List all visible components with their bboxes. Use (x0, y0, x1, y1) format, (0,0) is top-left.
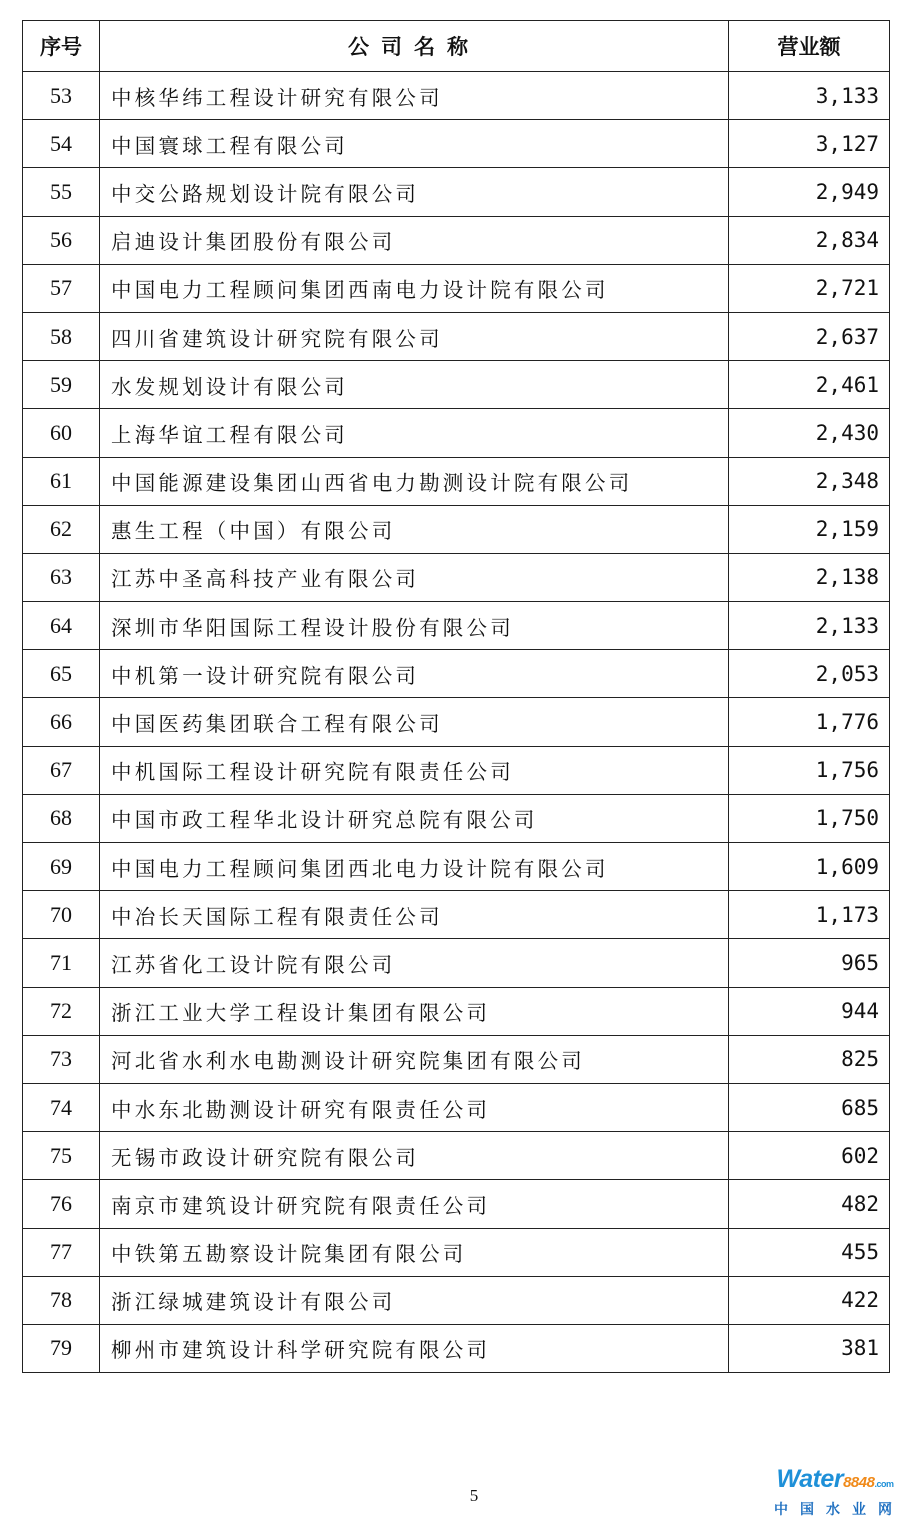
row-company-name: 中国电力工程顾问集团西南电力设计院有限公司 (100, 264, 729, 312)
watermark-logo-number: 8848 (843, 1474, 875, 1491)
row-company-name: 中水东北勘测设计研究有限责任公司 (100, 1083, 729, 1131)
row-company-name: 河北省水利水电勘测设计研究院集团有限公司 (100, 1035, 729, 1083)
table-row (23, 602, 890, 650)
row-index: 78 (23, 1276, 100, 1324)
table-row (23, 1132, 890, 1180)
row-revenue: 422 (729, 1276, 890, 1324)
table-row (23, 264, 890, 312)
watermark-logo-suffix: .com (874, 1479, 894, 1489)
row-company-name: 中国医药集团联合工程有限公司 (100, 698, 729, 746)
row-index: 70 (23, 891, 100, 939)
row-revenue: 1,173 (729, 891, 890, 939)
row-index: 53 (23, 72, 100, 120)
row-revenue: 2,053 (729, 650, 890, 698)
revenue-table-container (22, 20, 889, 1373)
page-number: 5 (469, 1486, 479, 1505)
row-index: 79 (23, 1324, 100, 1372)
table-row (23, 361, 890, 409)
row-company-name: 中铁第五勘察设计院集团有限公司 (100, 1228, 729, 1276)
row-company-name: 中国电力工程顾问集团西北电力设计院有限公司 (100, 843, 729, 891)
row-revenue: 2,159 (729, 505, 890, 553)
row-index: 60 (23, 409, 100, 457)
row-revenue: 2,637 (729, 312, 890, 360)
row-company-name: 柳州市建筑设计科学研究院有限公司 (100, 1324, 729, 1372)
table-row (23, 987, 890, 1035)
table-row (23, 312, 890, 360)
row-revenue: 1,756 (729, 746, 890, 794)
row-index: 54 (23, 120, 100, 168)
table-row (23, 1083, 890, 1131)
table-row (23, 120, 890, 168)
row-index: 71 (23, 939, 100, 987)
row-revenue: 2,138 (729, 553, 890, 601)
row-company-name: 中机第一设计研究院有限公司 (100, 650, 729, 698)
header-company-name: 公司名称 (100, 21, 729, 72)
row-company-name: 无锡市政设计研究院有限公司 (100, 1132, 729, 1180)
row-company-name: 中机国际工程设计研究院有限责任公司 (100, 746, 729, 794)
watermark-subtitle: 中国水业网 (774, 1502, 904, 1518)
row-index: 67 (23, 746, 100, 794)
row-company-name: 深圳市华阳国际工程设计股份有限公司 (100, 602, 729, 650)
table-row (23, 794, 890, 842)
row-revenue: 2,461 (729, 361, 890, 409)
row-revenue: 2,834 (729, 216, 890, 264)
table-row (23, 457, 890, 505)
row-company-name: 江苏省化工设计院有限公司 (100, 939, 729, 987)
row-revenue: 2,949 (729, 168, 890, 216)
row-revenue: 825 (729, 1035, 890, 1083)
row-company-name: 中交公路规划设计院有限公司 (100, 168, 729, 216)
row-index: 66 (23, 698, 100, 746)
table-row (23, 505, 890, 553)
table-row (23, 843, 890, 891)
row-index: 63 (23, 553, 100, 601)
row-index: 56 (23, 216, 100, 264)
row-company-name: 启迪设计集团股份有限公司 (100, 216, 729, 264)
row-company-name: 中国能源建设集团山西省电力勘测设计院有限公司 (100, 457, 729, 505)
table-header-row (23, 21, 890, 72)
row-index: 73 (23, 1035, 100, 1083)
row-company-name: 中核华纬工程设计研究有限公司 (100, 72, 729, 120)
watermark-logo-mark (766, 1466, 904, 1497)
row-revenue: 1,750 (729, 794, 890, 842)
row-index: 58 (23, 312, 100, 360)
row-revenue: 602 (729, 1132, 890, 1180)
watermark-logo-word: Water (776, 1465, 844, 1493)
row-revenue: 1,609 (729, 843, 890, 891)
table-row (23, 72, 890, 120)
row-company-name: 惠生工程（中国）有限公司 (100, 505, 729, 553)
row-revenue: 2,721 (729, 264, 890, 312)
row-revenue: 381 (729, 1324, 890, 1372)
table-row (23, 939, 890, 987)
row-index: 62 (23, 505, 100, 553)
table-row (23, 1035, 890, 1083)
table-body (23, 72, 890, 1373)
row-revenue: 685 (729, 1083, 890, 1131)
row-revenue: 1,776 (729, 698, 890, 746)
table-row (23, 216, 890, 264)
row-index: 74 (23, 1083, 100, 1131)
row-index: 68 (23, 794, 100, 842)
table-row (23, 1276, 890, 1324)
row-company-name: 江苏中圣高科技产业有限公司 (100, 553, 729, 601)
row-index: 55 (23, 168, 100, 216)
row-revenue: 455 (729, 1228, 890, 1276)
table-row (23, 1180, 890, 1228)
table-row (23, 1324, 890, 1372)
row-revenue: 2,348 (729, 457, 890, 505)
revenue-table (22, 20, 890, 1373)
table-row (23, 1228, 890, 1276)
header-revenue: 营业额 (729, 21, 890, 72)
table-row (23, 553, 890, 601)
row-index: 75 (23, 1132, 100, 1180)
table-row (23, 409, 890, 457)
row-index: 61 (23, 457, 100, 505)
table-row (23, 168, 890, 216)
row-index: 65 (23, 650, 100, 698)
header-index: 序号 (23, 21, 100, 72)
watermark-logo (766, 1466, 904, 1519)
row-index: 59 (23, 361, 100, 409)
row-index: 76 (23, 1180, 100, 1228)
row-revenue: 3,133 (729, 72, 890, 120)
row-revenue: 2,430 (729, 409, 890, 457)
row-company-name: 水发规划设计有限公司 (100, 361, 729, 409)
row-index: 69 (23, 843, 100, 891)
row-index: 77 (23, 1228, 100, 1276)
table-row (23, 891, 890, 939)
table-row (23, 650, 890, 698)
row-company-name: 上海华谊工程有限公司 (100, 409, 729, 457)
row-revenue: 2,133 (729, 602, 890, 650)
row-company-name: 中冶长天国际工程有限责任公司 (100, 891, 729, 939)
row-revenue: 944 (729, 987, 890, 1035)
row-index: 72 (23, 987, 100, 1035)
row-company-name: 南京市建筑设计研究院有限责任公司 (100, 1180, 729, 1228)
table-row (23, 698, 890, 746)
row-company-name: 中国寰球工程有限公司 (100, 120, 729, 168)
row-company-name: 浙江绿城建筑设计有限公司 (100, 1276, 729, 1324)
row-company-name: 浙江工业大学工程设计集团有限公司 (100, 987, 729, 1035)
row-revenue: 482 (729, 1180, 890, 1228)
row-index: 64 (23, 602, 100, 650)
row-company-name: 四川省建筑设计研究院有限公司 (100, 312, 729, 360)
row-revenue: 965 (729, 939, 890, 987)
row-index: 57 (23, 264, 100, 312)
table-row (23, 746, 890, 794)
row-company-name: 中国市政工程华北设计研究总院有限公司 (100, 794, 729, 842)
row-revenue: 3,127 (729, 120, 890, 168)
